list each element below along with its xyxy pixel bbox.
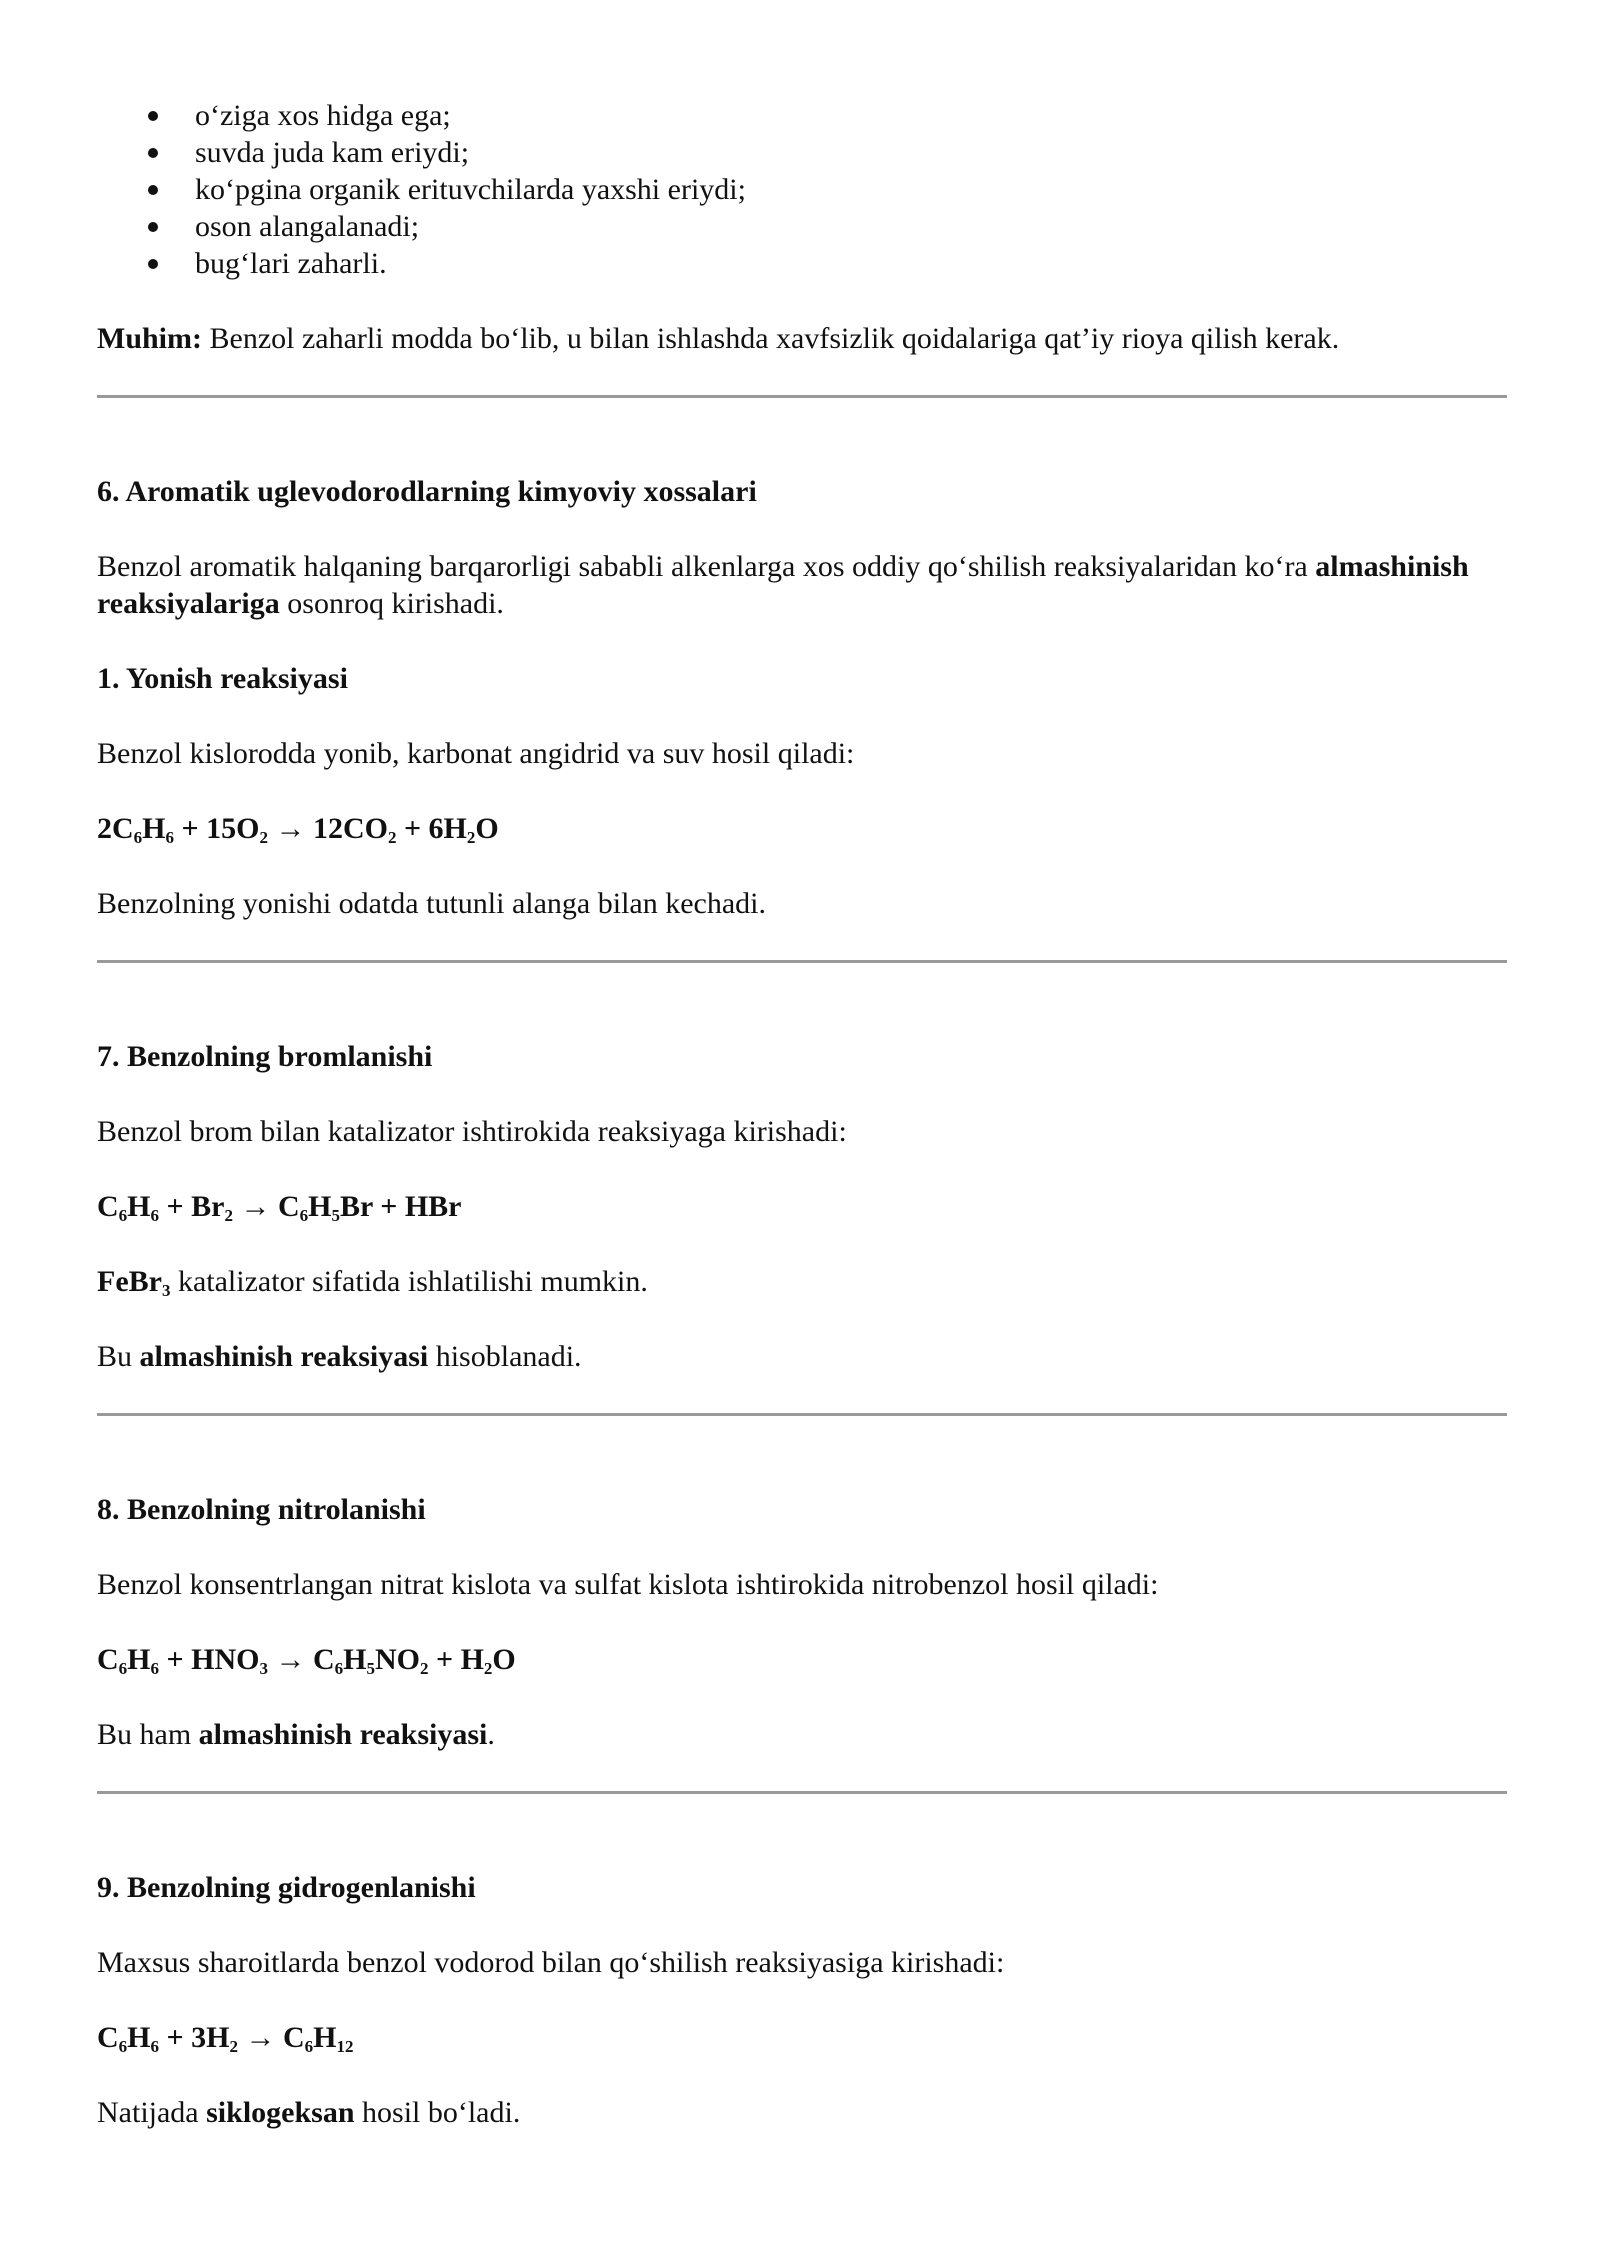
- catalyst-text: katalizator sifatida ishlatilishi mumkin.: [170, 1265, 648, 1298]
- section-divider: [97, 1791, 1507, 1794]
- list-item: suvda juda kam eriydi;: [195, 134, 1507, 171]
- section-divider: [97, 395, 1507, 398]
- subsection-text: Benzol kislorodda yonib, karbonat angidrid va suv hosil qiladi:: [97, 737, 855, 770]
- hydrogenation-equation: $C_6H_6 + 3H_2 \to C_6H_{12}$: [97, 2021, 354, 2056]
- catalyst-note: [97, 1263, 1507, 1300]
- intro-bold: almashinish reaksiyalariga: [97, 550, 1469, 620]
- reaction-type-note: Bu almashinish reaksiyasi hisoblanadi.: [97, 1340, 582, 1373]
- nitration-equation: $C_6H_6 + HNO_3 \to C_6H_5NO_2 + H_2O$: [97, 1643, 516, 1678]
- combustion-equation: $2C_6H_6 + 15O_2 \to 12CO_2 + 6H_2O$: [97, 812, 499, 847]
- subsection-title: 1. Yonish reaksiyasi: [97, 662, 348, 695]
- bromination-equation: $C_6H_6 + Br_2 \to C_6H_5Br$ + HBr: [97, 1190, 462, 1225]
- section-divider: [97, 960, 1507, 963]
- section-title-9: 9. Benzolning gidrogenlanishi: [97, 1871, 476, 1904]
- section-8-text: Benzol konsentrlangan nitrat kislota va sulfat kislota ishtirokida nitrobenzol hosil qiladi:: [97, 1568, 1159, 1601]
- important-label: Muhim:: [97, 322, 202, 355]
- list-item: oson alangalanadi;: [195, 208, 1507, 245]
- intro-text: Benzol aromatik halqaning barqarorligi sababli alkenlarga xos oddiy qo‘shilish reaksiyalaridan ko‘ra: [97, 550, 1316, 583]
- list-item: ko‘pgina organik erituvchilarda yaxshi eriydi;: [195, 171, 1507, 208]
- intro-text-end: osonroq kirishadi.: [279, 587, 504, 620]
- reaction-type-note: Bu ham almashinish reaksiyasi.: [97, 1718, 495, 1751]
- section-6-intro: [97, 548, 1507, 622]
- important-note: [97, 320, 1507, 357]
- section-title-6: 6. Aromatik uglevodorodlarning kimyoviy xossalari: [97, 475, 757, 508]
- properties-list: [97, 97, 1507, 282]
- result-note: Natijada siklogeksan hosil bo‘ladi.: [97, 2096, 521, 2129]
- list-item: o‘ziga xos hidga ega;: [195, 97, 1507, 134]
- page-content: [97, 97, 1507, 2131]
- section-title-7: 7. Benzolning bromlanishi: [97, 1040, 433, 1073]
- list-item: bug‘lari zaharli.: [195, 245, 1507, 282]
- catalyst-formula: FeBr$_3$: [97, 1265, 171, 1300]
- section-7-text: Benzol brom bilan katalizator ishtirokida reaksiyaga kirishadi:: [97, 1115, 847, 1148]
- combustion-note: Benzolning yonishi odatda tutunli alanga bilan kechadi.: [97, 887, 767, 920]
- section-9-text: Maxsus sharoitlarda benzol vodorod bilan qo‘shilish reaksiyasiga kirishadi:: [97, 1946, 1005, 1979]
- section-title-8: 8. Benzolning nitrolanishi: [97, 1493, 426, 1526]
- section-divider: [97, 1413, 1507, 1416]
- important-text: Benzol zaharli modda bo‘lib, u bilan ishlashda xavfsizlik qoidalariga qat’iy rioya qilish kerak.: [202, 322, 1340, 355]
